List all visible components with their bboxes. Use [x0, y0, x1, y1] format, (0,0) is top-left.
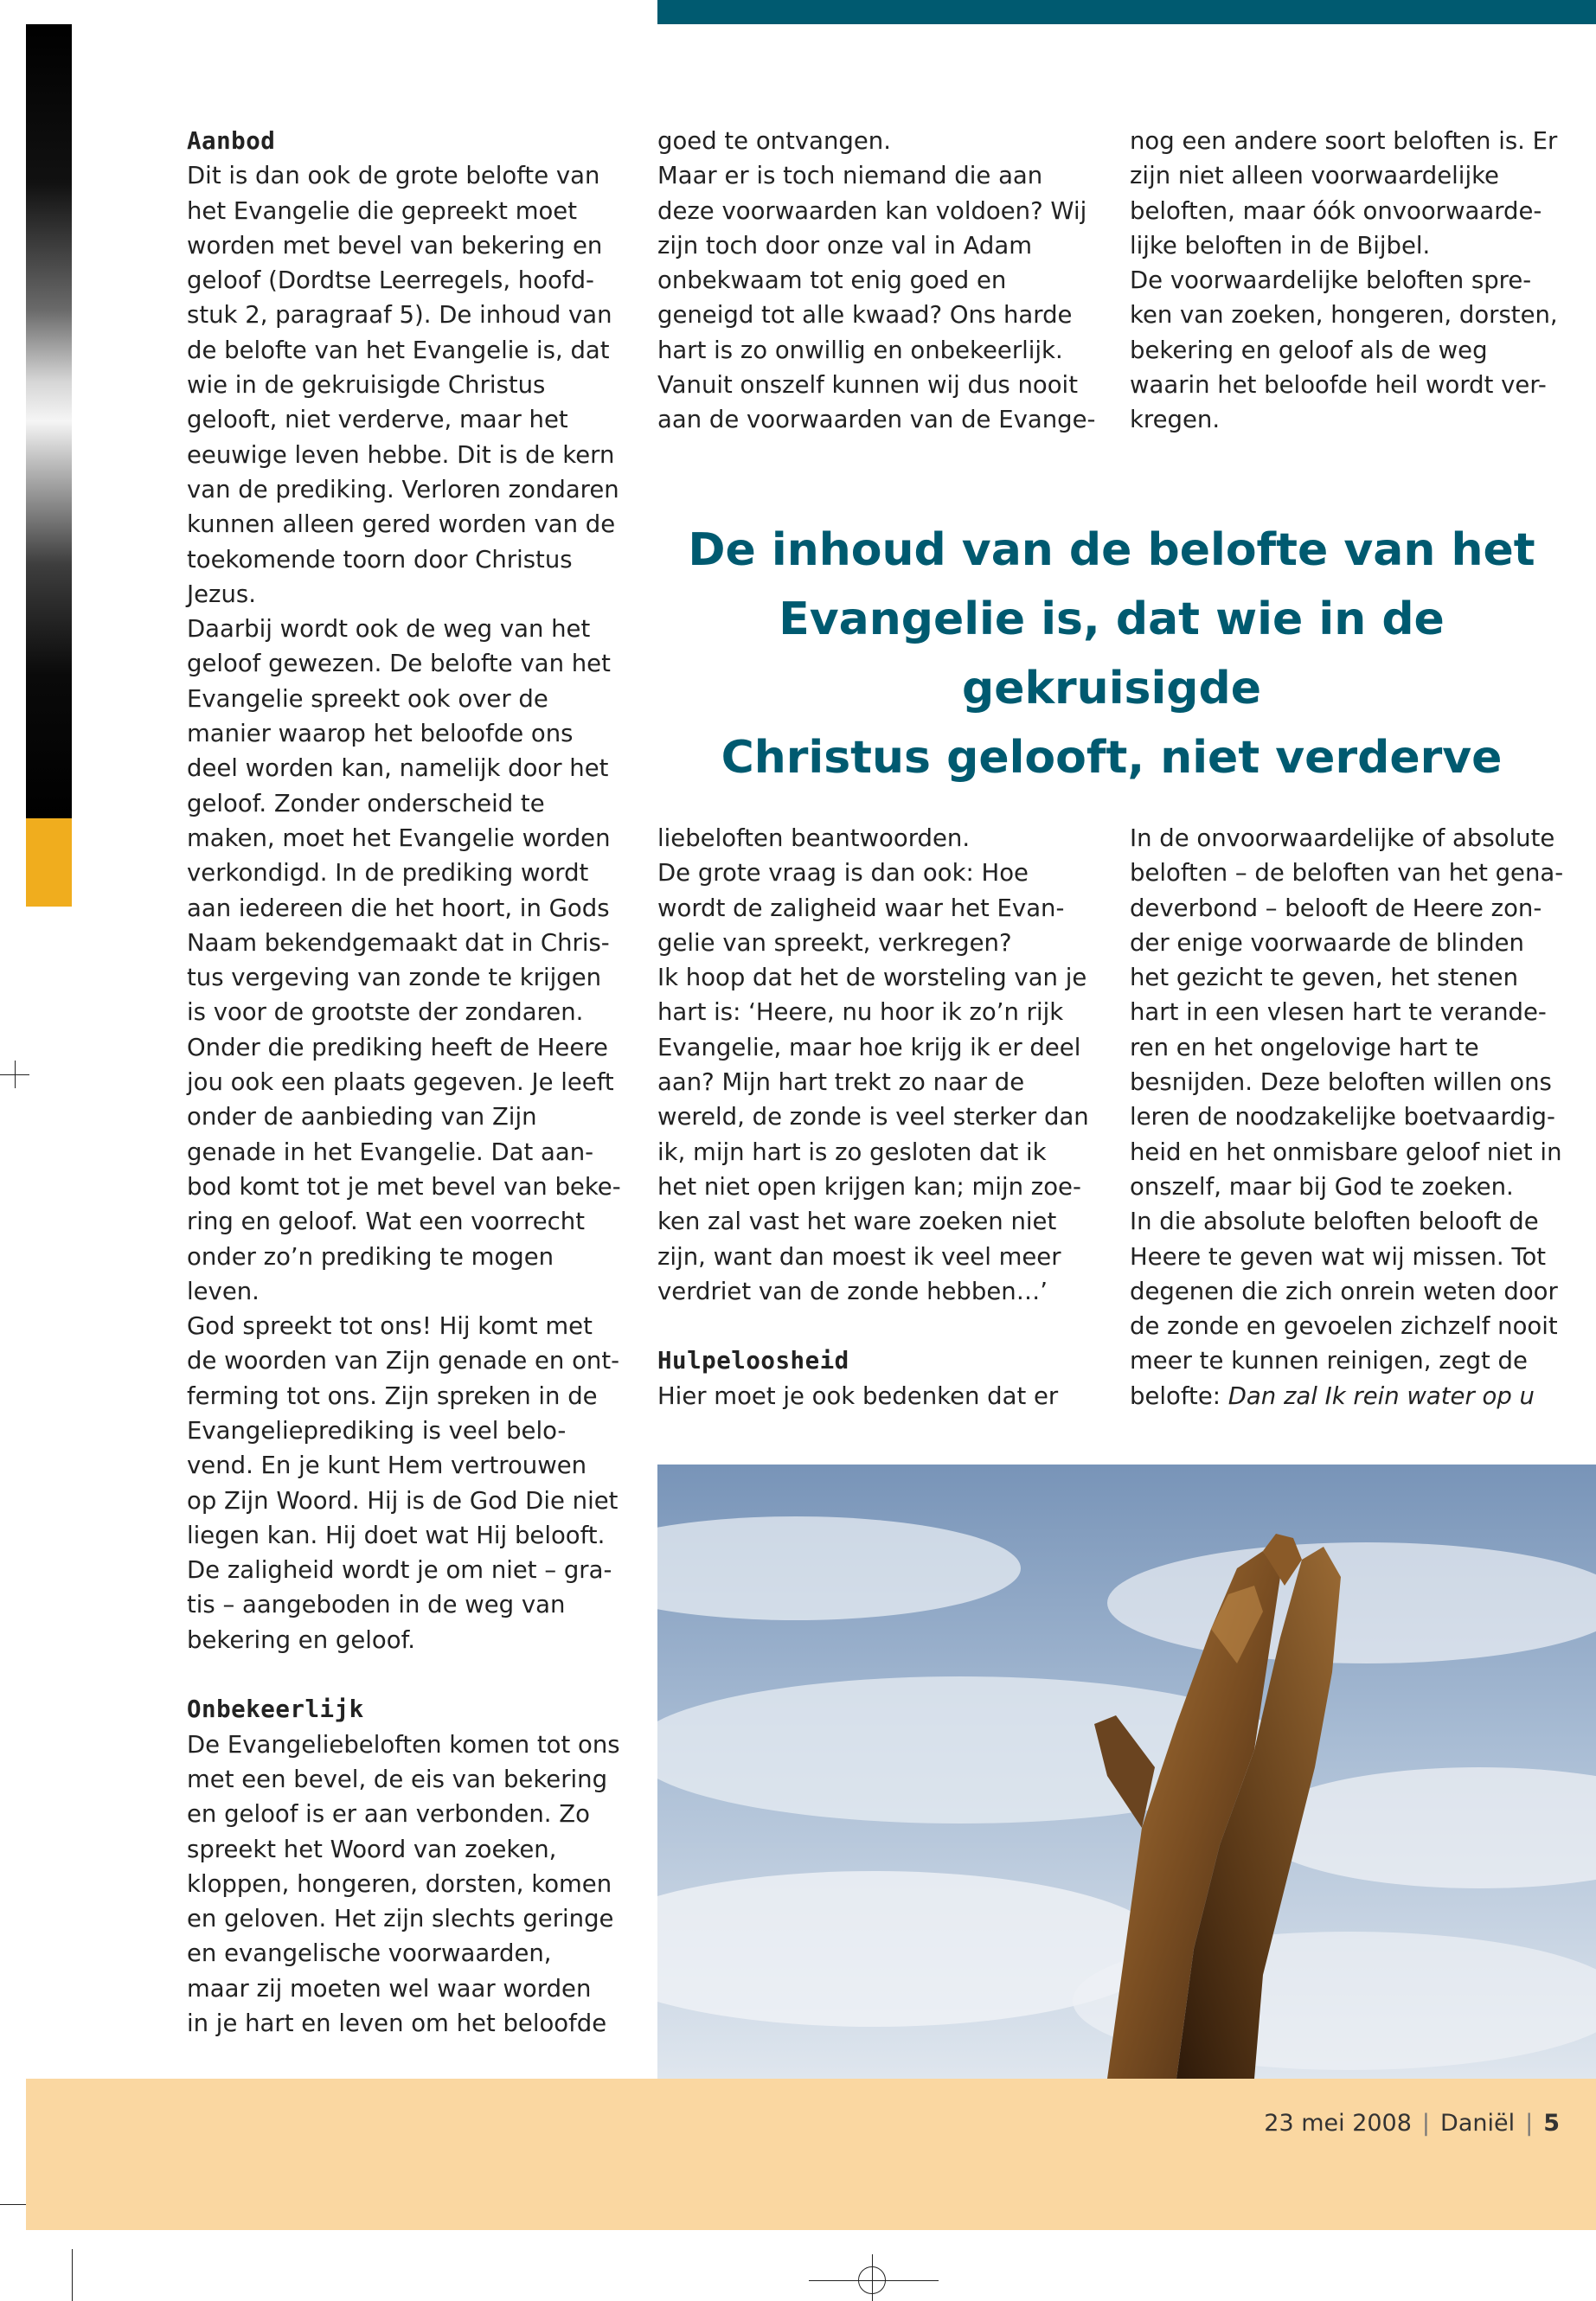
text-line: kloppen, hongeren, dorsten, komen [187, 1869, 612, 1898]
text-line: Hier moet je ook bedenken dat er [657, 1381, 1059, 1410]
text-line [1130, 1379, 1580, 1413]
text-line: kregen. [1130, 406, 1221, 434]
side-strip-dark [26, 24, 72, 818]
text-line: wie in de gekruisigde Christus [187, 371, 546, 400]
pull-quote-line: Evangelie is, dat wie in de gekruisigde [779, 593, 1445, 715]
crop-mark [15, 1061, 16, 1088]
text-line: Onder die prediking heeft de Heere [187, 1033, 608, 1061]
text-line: leren de noodzakelijke boetvaardig- [1130, 1103, 1555, 1131]
footer-separator: | [1525, 2110, 1534, 2137]
article-column-2-top [657, 124, 1107, 438]
text-line: lijke beloften in de Bijbel. [1130, 231, 1431, 260]
praying-hands-photo [657, 1465, 1596, 2079]
text-line: In die absolute beloften belooft de [1130, 1208, 1539, 1236]
text-line: verdriet van de zonde hebben…’ [657, 1277, 1048, 1305]
text-line: De Evangeliebeloften komen tot ons [187, 1730, 620, 1759]
text-line: Evangelieprediking is veel belo- [187, 1416, 567, 1445]
text-line: en geloof is er aan verbonden. Zo [187, 1800, 590, 1829]
top-accent-bar [657, 0, 1596, 24]
text-line: Daarbij wordt ook de weg van het [187, 615, 591, 644]
text-line: de belofte van het Evangelie is, dat [187, 336, 610, 364]
text-line: degenen die zich onrein weten door [1130, 1277, 1558, 1305]
text-line: gelooft, niet verderve, maar het [187, 406, 568, 434]
text-line: geneigd tot alle kwaad? Ons harde [657, 301, 1073, 330]
text-line: zijn, want dan moest ik veel meer [657, 1242, 1061, 1271]
text-line: onszelf, maar bij God te zoeken. [1130, 1172, 1514, 1201]
text-line: De grote vraag is dan ook: Hoe [657, 859, 1029, 888]
text-line: tus vergeving van zonde te krijgen [187, 964, 602, 992]
page-footer [26, 2079, 1596, 2230]
text-line: het gezicht te geven, het stenen [1130, 964, 1518, 992]
text-line: maken, moet het Evangelie worden [187, 824, 611, 852]
text-line: bekering en geloof. [187, 1625, 415, 1654]
text-line: Maar er is toch niemand die aan [657, 162, 1043, 190]
text-line: ren en het ongelovige hart te [1130, 1033, 1479, 1061]
text-line: meer te kunnen reinigen, zegt de [1130, 1347, 1528, 1375]
issue-date: 23 mei 2008 [1264, 2110, 1412, 2137]
text-line: goed te ontvangen. [657, 127, 891, 155]
quote-text: Dan zal Ik rein water op u [1227, 1381, 1535, 1410]
text-line: onder zo’n prediking te mogen [187, 1242, 554, 1271]
crop-mark [72, 2249, 73, 2301]
text-line: kunnen alleen gered worden van de [187, 510, 616, 539]
text-line: wereld, de zonde is veel sterker dan [657, 1103, 1089, 1131]
magazine-name: Daniël [1440, 2110, 1516, 2137]
text-line: bod komt tot je met bevel van beke- [187, 1172, 621, 1201]
text-line: verkondigd. In de prediking wordt [187, 859, 589, 888]
footer-info [1264, 2110, 1560, 2137]
footer-separator: | [1421, 2110, 1431, 2137]
text-line: tis – aangeboden in de weg van [187, 1591, 566, 1619]
pull-quote [657, 516, 1566, 784]
page-number: 5 [1543, 2110, 1560, 2137]
text-line: deze voorwaarden kan voldoen? Wij [657, 196, 1087, 225]
text-line: Evangelie spreekt ook over de [187, 684, 548, 713]
text-line: Evangelie, maar hoe krijg ik er deel [657, 1033, 1081, 1061]
text-line: Naam bekendgemaakt dat in Chris- [187, 928, 610, 957]
crop-mark [0, 2204, 26, 2205]
text-line: De zaligheid wordt je om niet – gra- [187, 1556, 612, 1585]
text-line [657, 1309, 1107, 1343]
text-line: deel worden kan, namelijk door het [187, 754, 609, 783]
text-line: en geloven. Het zijn slechts geringe [187, 1905, 614, 1933]
article-column-3-bottom [1130, 821, 1580, 1413]
text-line: is voor de grootste der zondaren. [187, 998, 584, 1027]
text-line: toekomende toorn door Christus [187, 545, 573, 574]
text-line: zijn niet alleen voorwaardelijke [1130, 162, 1499, 190]
text-line: der enige voorwaarde de blinden [1130, 928, 1524, 957]
text-line: in je hart en leven om het beloofde [187, 2009, 607, 2038]
text-line: gelie van spreekt, verkregen? [657, 928, 1012, 957]
text-line: Vanuit onszelf kunnen wij dus nooit [657, 371, 1078, 400]
article-column-3-top [1130, 124, 1580, 438]
pull-quote-line: Christus gelooft, niet verderve [721, 732, 1503, 784]
text-line: eeuwige leven hebbe. Dit is de kern [187, 440, 615, 469]
text-segment: belofte: [1130, 1381, 1228, 1410]
text-line: op Zijn Woord. Hij is de God Die niet [187, 1486, 619, 1515]
text-line: besnijden. Deze beloften willen ons [1130, 1068, 1552, 1097]
text-line: In de onvoorwaardelijke of absolute [1130, 824, 1555, 852]
text-line: aan? Mijn hart trekt zo naar de [657, 1068, 1025, 1097]
text-line: met een bevel, de eis van bekering [187, 1765, 608, 1793]
text-line: Heere te geven wat wij missen. Tot [1130, 1242, 1547, 1271]
text-line: liebeloften beantwoorden. [657, 824, 971, 852]
text-line: ring en geloof. Wat een voorrecht [187, 1208, 586, 1236]
side-strip-gold [26, 818, 72, 907]
text-line: geloof (Dordtse Leerregels, hoofd- [187, 266, 594, 295]
text-line: genade in het Evangelie. Dat aan- [187, 1138, 594, 1166]
side-color-strip [26, 24, 72, 907]
text-line: Jezus. [187, 580, 256, 608]
text-line: vend. En je kunt Hem vertrouwen [187, 1452, 587, 1480]
text-line: spreekt het Woord van zoeken, [187, 1835, 557, 1863]
text-line: wordt de zaligheid waar het Evan- [657, 894, 1065, 922]
section-heading: Hulpeloosheid [657, 1347, 849, 1375]
registration-mark [858, 2266, 886, 2294]
text-line [187, 1657, 619, 1692]
text-line: ken zal vast het ware zoeken niet [657, 1208, 1057, 1236]
text-line: Ik hoop dat het de worsteling van je [657, 964, 1087, 992]
text-line: onder de aanbieding van Zijn [187, 1103, 537, 1131]
text-line: hart is zo onwillig en onbekeerlijk. [657, 336, 1063, 364]
text-line: geloof gewezen. De belofte van het [187, 650, 611, 678]
text-line: manier waarop het beloofde ons [187, 720, 574, 748]
section-heading: Aanbod [187, 127, 276, 155]
text-line: de zonde en gevoelen zichzelf nooit [1130, 1312, 1558, 1341]
text-line: en evangelische voorwaarden, [187, 1939, 552, 1968]
text-line: jou ook een plaats gegeven. Je leeft [187, 1068, 614, 1097]
text-line: maar zij moeten wel waar worden [187, 1974, 592, 2003]
text-line: aan de voorwaarden van de Evange- [657, 406, 1096, 434]
text-line: liegen kan. Hij doet wat Hij belooft. [187, 1521, 606, 1549]
text-line: zijn toch door onze val in Adam [657, 231, 1033, 260]
pull-quote-line: De inhoud van de belofte van het [688, 524, 1535, 576]
text-line: stuk 2, paragraaf 5). De inhoud van [187, 301, 612, 330]
text-line: leven. [187, 1277, 260, 1305]
text-line: onbekwaam tot enig goed en [657, 266, 1007, 295]
article-column-2-bottom [657, 821, 1107, 1413]
text-line: hart is: ‘Heere, nu hoor ik zo’n rijk [657, 998, 1064, 1027]
text-line: nog een andere soort beloften is. Er [1130, 127, 1558, 155]
text-line: beloften – de beloften van het gena- [1130, 859, 1564, 888]
text-line: ferming tot ons. Zijn spreken in de [187, 1381, 598, 1410]
text-line: deverbond – belooft de Heere zon- [1130, 894, 1542, 922]
text-line: het Evangelie die gepreekt moet [187, 196, 578, 225]
text-line: hart in een vlesen hart te verande- [1130, 998, 1547, 1027]
text-line: van de prediking. Verloren zondaren [187, 475, 619, 503]
text-line: geloof. Zonder onderscheid te [187, 789, 545, 817]
text-line: ken van zoeken, hongeren, dorsten, [1130, 301, 1558, 330]
text-line: waarin het beloofde heil wordt ver- [1130, 371, 1547, 400]
text-line: worden met bevel van bekering en [187, 231, 603, 260]
text-line: De voorwaardelijke beloften spre- [1130, 266, 1532, 295]
text-line: aan iedereen die het hoort, in Gods [187, 894, 610, 922]
text-line: bekering en geloof als de weg [1130, 336, 1488, 364]
text-line: Dit is dan ook de grote belofte van [187, 162, 600, 190]
text-line: heid en het onmisbare geloof niet in [1130, 1138, 1562, 1166]
text-line: God spreekt tot ons! Hij komt met [187, 1312, 593, 1341]
article-column-1 [187, 124, 619, 2041]
text-line: het niet open krijgen kan; mijn zoe- [657, 1172, 1081, 1201]
text-line: ik, mijn hart is zo gesloten dat ik [657, 1138, 1047, 1166]
text-line: beloften, maar óók onvoorwaarde- [1130, 196, 1542, 225]
text-line: de woorden van Zijn genade en ont- [187, 1347, 620, 1375]
section-heading: Onbekeerlijk [187, 1695, 364, 1724]
